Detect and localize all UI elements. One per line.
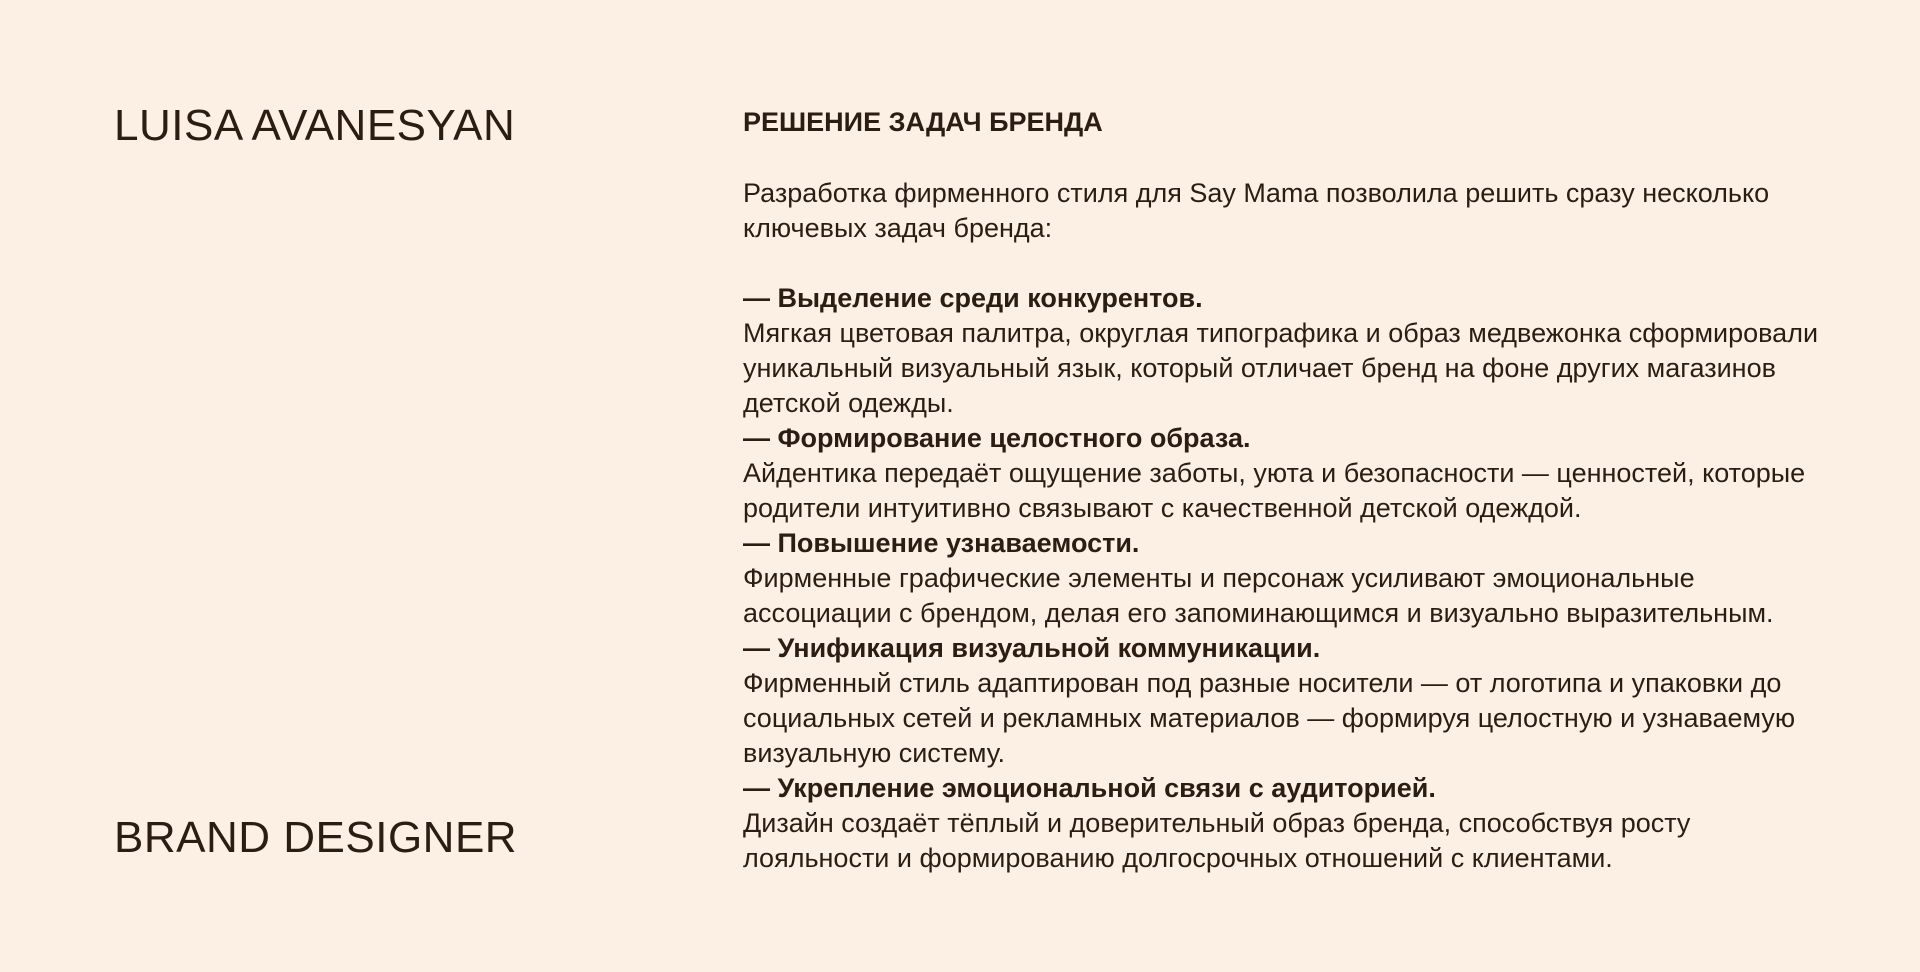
task-item: [743, 281, 1823, 421]
task-description: Дизайн создаёт тёплый и доверительный образ бренда, способствуя росту лояльности и формированию долгосрочных отношений с клиентами.: [743, 808, 1691, 873]
task-title: — Укрепление эмоциональной связи с аудиторией.: [743, 773, 1436, 803]
task-item: [743, 421, 1823, 526]
task-title: — Унификация визуальной коммуникации.: [743, 633, 1321, 663]
task-description: Мягкая цветовая палитра, округлая типографика и образ медвежонка сформировали уникальный визуальный язык, который отличает бренд на фоне других магазинов детской одежды.: [743, 318, 1819, 418]
task-item: [743, 771, 1823, 876]
section-heading: РЕШЕНИЕ ЗАДАЧ БРЕНДА: [743, 107, 1103, 137]
designer-name: LUISA AVANESYAN: [114, 101, 516, 150]
designer-role: BRAND DESIGNER: [114, 813, 518, 862]
task-item: [743, 526, 1823, 631]
task-title: — Повышение узнаваемости.: [743, 528, 1140, 558]
task-item: [743, 631, 1823, 771]
brand-tasks-section: [743, 105, 1823, 876]
task-title: — Формирование целостного образа.: [743, 423, 1251, 453]
task-description: Айдентика передаёт ощущение заботы, уюта и безопасности — ценностей, которые родители интуитивно связывают с качественной детской одеждой.: [743, 458, 1806, 523]
intro-paragraph: Разработка фирменного стиля для Say Mama позволила решить сразу несколько ключевых задач бренда:: [743, 178, 1770, 243]
task-description: Фирменные графические элементы и персонаж усиливают эмоциональные ассоциации с брендом, делая его запоминающимся и визуально выразительным.: [743, 563, 1774, 628]
task-description: Фирменный стиль адаптирован под разные носители — от логотипа и упаковки до социальных сетей и рекламных материалов — формируя целостную и узнаваемую визуальную систему.: [743, 668, 1796, 768]
task-title: — Выделение среди конкурентов.: [743, 283, 1203, 313]
